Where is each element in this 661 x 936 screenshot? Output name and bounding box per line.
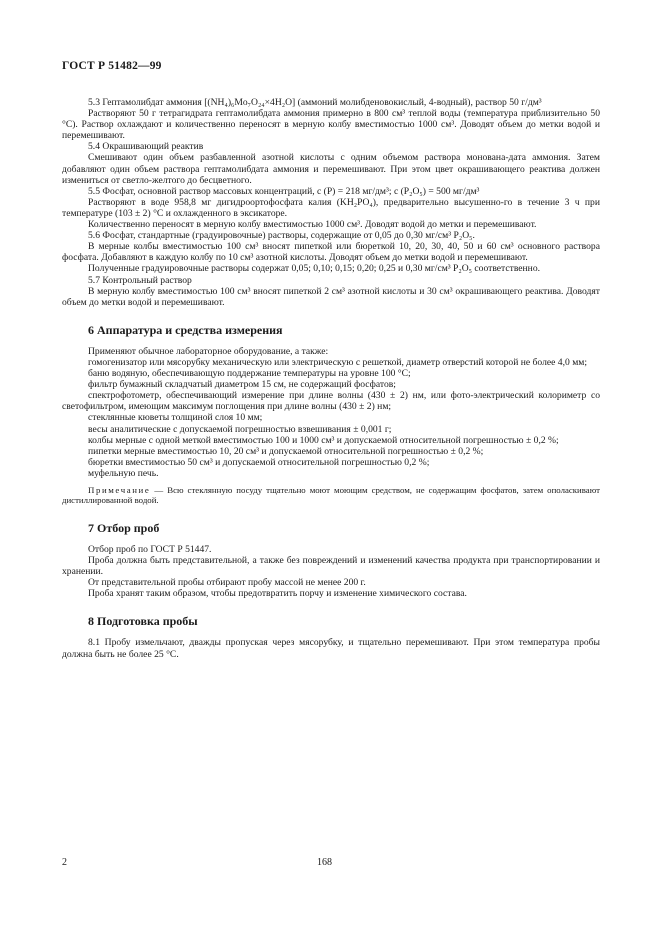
clause-5-7-text: В мерную колбу вместимостью 100 см³ вносят пипеткой 2 см³ азотной кислоты и 30 см³ окрашивающего реактива. Доводят объем до метки водой и перемешивают. bbox=[62, 285, 600, 308]
equipment-item: муфельную печь. bbox=[88, 467, 159, 479]
section-7-para: От представительной пробы отбирают пробу массой не менее 200 г. bbox=[88, 577, 366, 589]
section-6-note bbox=[62, 485, 600, 506]
clause-5-4-text: Смешивают один объем разбавленной азотной кислоты с одним объемом раствора монована-дата аммония. Затем добавляют один объем раствора гептамолибдата аммония и перемешивают. При этом цвет окрашивающего реактива должен измениться от светло-желтого до бесцветного. bbox=[62, 152, 600, 186]
clause-5-3-title: 5.3 Гептамолибдат аммония [(NH₄)₆Mo₇O₂₄×4H₂O] (аммоний молибденовокислый, 4-водный), раствор 50 г/дм³ bbox=[88, 97, 542, 108]
clause-5-5-text: Растворяют в воде 958,8 мг дигидроортофосфата калия (KH₂PO₄), предварительно высушенно-го в течение 3 ч при температуре (103 ± 2) °С и охлажденного в эксикаторе. bbox=[62, 196, 600, 219]
page-number-left: 2 bbox=[62, 857, 67, 868]
equipment-item: пипетки мерные вместимостью 10, 20 см³ и допускаемой относительной погрешностью ± 0,2 %; bbox=[88, 445, 484, 457]
equipment-item: баню водяную, обеспечивающую поддержание температуры на уровне 100 °С; bbox=[88, 368, 411, 380]
note-label: Примечание bbox=[88, 485, 151, 495]
clause-5-7-title: 5.7 Контрольный раствор bbox=[88, 274, 192, 286]
equipment-item: колбы мерные с одной меткой вместимостью 100 и 1000 см³ и допускаемой относительной погрешностью ± 0,2 %; bbox=[88, 434, 559, 446]
equipment-item: бюретки вместимостью 50 см³ и допускаемой относительной погрешностью 0,2 %; bbox=[88, 456, 430, 468]
clause-5-5-title: 5.5 Фосфат, основной раствор массовых концентраций, с (Р) = 218 мг/дм³; с (Р₂О₅) = 500 мг/дм³ bbox=[88, 185, 480, 197]
document-body bbox=[62, 97, 600, 660]
equipment-item: весы аналитические с допускаемой погрешностью взвешивания ± 0,001 г; bbox=[88, 423, 392, 435]
clause-5-4-title: 5.4 Окрашивающий реактив bbox=[88, 141, 204, 153]
page-number-center: 168 bbox=[317, 857, 332, 868]
clause-5-6-text-2: Полученные градуировочные растворы содержат 0,05; 0,10; 0,15; 0,20; 0,25 и 0,30 мг/см³ Р₂О₅ соответственно. bbox=[88, 263, 541, 275]
section-7-para: Проба хранят таким образом, чтобы предотвратить порчу и изменение химического состава. bbox=[88, 588, 467, 600]
clause-5-6-text: В мерные колбы вместимостью 100 см³ вносят пипеткой или бюреткой 10, 20, 30, 40, 50 и 60 см³ основного раствора фосфата. Добавляют в каждую колбу по 10 см³ азотной кислоты. Доводят объем до метки водой и перемешивают. bbox=[62, 241, 600, 264]
section-8-heading: 8 Подготовка пробы bbox=[88, 614, 198, 629]
running-header: ГОСТ Р 51482—99 bbox=[62, 60, 162, 72]
note-text: — Всю стеклянную посуду тщательно моют моющим средством, не содержащим фосфатов, затем ополаскивают дистиллированной водой. bbox=[62, 485, 600, 506]
section-7-para: Проба должна быть представительной, а также без повреждений и изменений качества продукта при транспортировании и хранении. bbox=[62, 555, 600, 578]
clause-5-6-title: 5.6 Фосфат, стандартные (градуировочные) растворы, содержащие от 0,05 до 0,30 мг/см³ Р₂О₅. bbox=[88, 230, 475, 242]
equipment-item: спектрофотометр, обеспечивающий измерение при длине волны (430 ± 2) нм, или фото-электрический колориметр со светофильтром, имеющим максимум поглощения при длине волны (430 ± 2) нм; bbox=[62, 390, 600, 413]
clause-5-5-text-2: Количественно переносят в мерную колбу вместимостью 1000 см³. Доводят водой до метки и перемешивают. bbox=[88, 219, 537, 231]
equipment-item: фильтр бумажный складчатый диаметром 15 см, не содержащий фосфатов; bbox=[88, 379, 396, 391]
section-7-heading: 7 Отбор проб bbox=[88, 520, 160, 535]
equipment-item: гомогенизатор или мясорубку механическую или электрическую с решеткой, диаметр отверстий которой не более 4,0 мм; bbox=[88, 356, 588, 368]
section-7-para: Отбор проб по ГОСТ Р 51447. bbox=[88, 543, 212, 555]
section-6-heading: 6 Аппаратура и средства измерения bbox=[88, 322, 283, 337]
clause-8-1-text: 8.1 Пробу измельчают, дважды пропуская через мясорубку, и тщательно перемешивают. При этом температура пробы должна быть не более 25 °С. bbox=[62, 637, 600, 660]
equipment-item: стеклянные кюветы толщиной слоя 10 мм; bbox=[88, 412, 263, 424]
section-6-intro: Применяют обычное лабораторное оборудование, а также: bbox=[88, 345, 329, 357]
clause-5-3-text: Растворяют 50 г тетрагидрата гептамолибдата аммония примерно в 800 см³ теплой воды (температура приблизительно 50 °С). Раствор охлаждают и количественно переносят в мерную колбу вместимостью 1000 см³. Доводят объем до метки водой и перемешивают. bbox=[62, 108, 600, 142]
